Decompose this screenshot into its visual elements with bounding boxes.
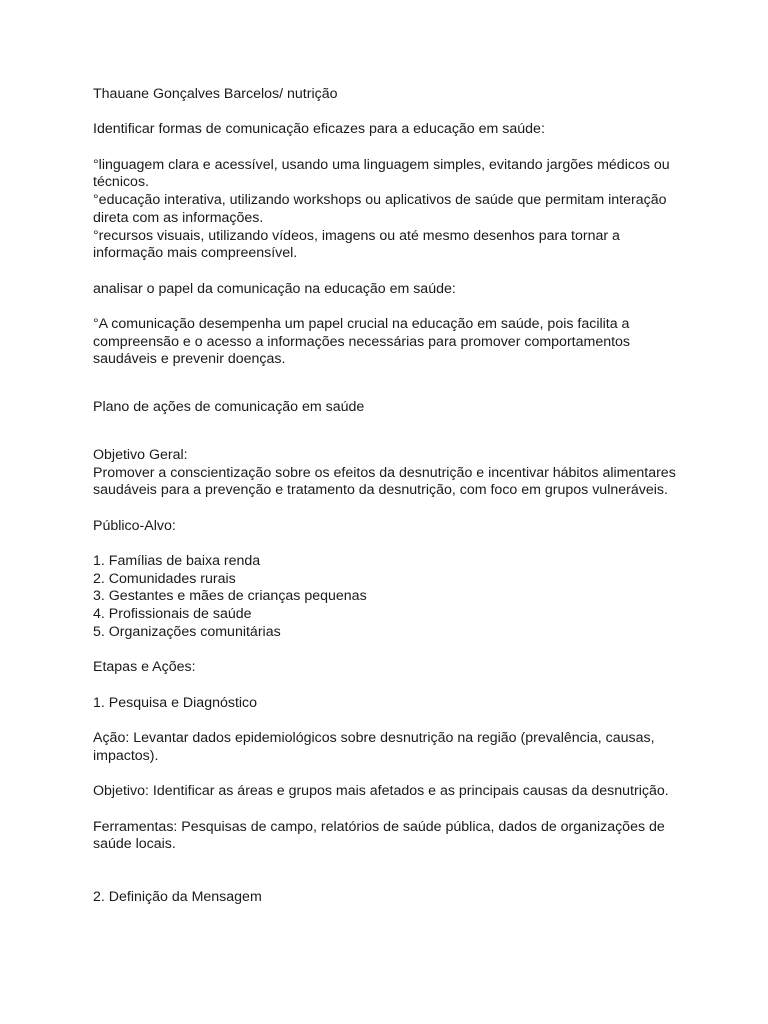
list-item: 2. Comunidades rurais [93,570,236,587]
audience-label: Público-Alvo: [93,517,176,534]
step1-tools: Ferramentas: Pesquisas de campo, relatórios de saúde pública, dados de organizações de saúde locais. [93,818,665,853]
list-item: 1. Famílias de baixa renda [93,553,261,570]
step1-title: 1. Pesquisa e Diagnóstico [93,694,258,711]
list-item: 5. Organizações comunitárias [93,623,281,640]
step2-title: 2. Definição da Mensagem [93,888,262,905]
objective-label: Objetivo Geral: [93,446,188,463]
document-page [93,86,683,907]
audience-list [93,553,683,642]
step1-action: Ação: Levantar dados epidemiológicos sobre desnutrição na região (prevalência, causas, impactos). [93,730,655,764]
author-line: Thauane Gonçalves Barcelos/ nutrição [93,86,338,102]
steps-label: Etapas e Ações: [93,659,196,676]
analysis-heading: analisar o papel da comunicação na educação em saúde: [93,280,456,297]
step1-objective: Objetivo: Identificar as áreas e grupos mais afetados e as principais causas da desnutrição. [93,783,669,800]
plan-title: Plano de ações de comunicação em saúde [93,399,365,416]
analysis-text: °A comunicação desempenha um papel crucial na educação em saúde, pois facilita a compreensão e o acesso a informações necessárias para promover comportamentos saudáveis e prevenir doenças. [93,316,631,368]
list-item: 3. Gestantes e mães de crianças pequenas [93,588,367,605]
intro-heading: Identificar formas de comunicação eficazes para a educação em saúde: [93,121,545,138]
list-item: 4. Profissionais de saúde [93,606,252,623]
objective-text: Promover a conscientização sobre os efeitos da desnutrição e incentivar hábitos alimentares saudáveis para a prevenção e tratamento da desnutrição, com foco em grupos vulneráveis. [93,464,676,499]
form-item: °recursos visuais, utilizando vídeos, imagens ou até mesmo desenhos para tornar a informação mais compreensível. [93,227,620,262]
form-item: °linguagem clara e acessível, usando uma linguagem simples, evitando jargões médicos ou técnicos. [93,156,670,191]
form-item: °educação interativa, utilizando workshops ou aplicativos de saúde que permitam interação direta com as informações. [93,192,667,226]
